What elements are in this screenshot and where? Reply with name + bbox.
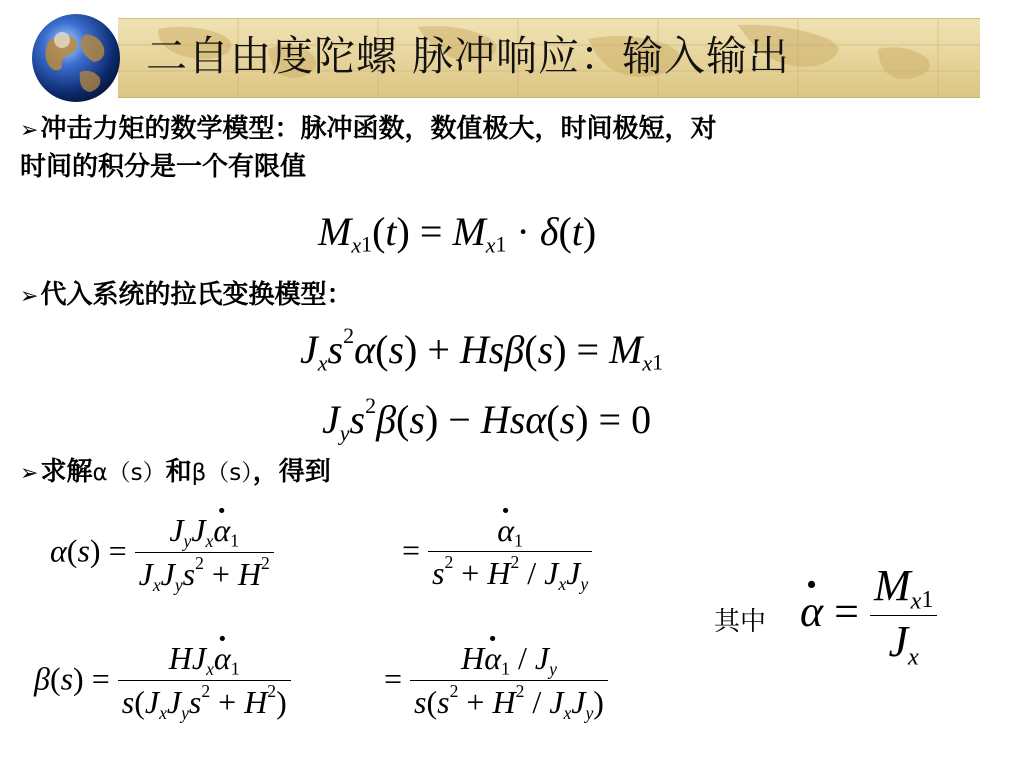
bullet-text-pre: 求解	[40, 457, 93, 487]
slide-title: 二自由度陀螺 脉冲响应：输入输出	[146, 32, 791, 80]
equation-alpha-solution: α(s) = $\frac{J_yJ_x\cdot \alpha 1}{J_xJ_ys^2 + H^2}$	[50, 512, 274, 596]
bullet-marker: ➢	[20, 461, 39, 486]
bullet-text: 代入系统的拉氏变换模型：	[40, 280, 353, 310]
fraction: $\frac{J_yJ_x\cdot \alpha 1}{J_xJ_ys^2 + H^2}$	[135, 512, 274, 596]
bullet-solve	[20, 455, 331, 491]
where-label: 其中	[714, 607, 767, 637]
beta-s-label: β（s）	[191, 460, 253, 486]
equation-laplace-1: $J_xs^2\alpha(s) + Hs\beta(s) = M_x1$	[300, 323, 664, 376]
bullet-laplace-model	[20, 278, 352, 314]
equation-beta-solution: β(s) = $\frac{HJ_x\cdot \alpha 1}{s(J_xJ_ys^2 + H^2)}$	[34, 640, 291, 724]
bullet-impulse-model-cont	[20, 150, 306, 184]
equation-laplace-2: $J_ys^2\beta(s) - Hs\alpha(s) = 0$	[322, 393, 652, 446]
bullet-impulse-model	[20, 112, 716, 148]
equation-alpha-dot-definition: · α = $\frac{M_x1}{J_x}$	[800, 560, 937, 672]
bullet-marker: ➢	[20, 118, 39, 143]
globe-icon	[30, 12, 122, 104]
bullet-text-mid: 和	[165, 457, 192, 487]
fraction: · $\frac{\alpha 1}{s^2 + H^2 / J_xJ_y}$	[428, 512, 592, 595]
bullet-text-post: ，得到	[252, 457, 331, 487]
fraction: $\frac{H\cdot \alpha 1 / J_y}{s(s^2 + H^2 / J_xJ_y)}$	[410, 640, 608, 724]
bullet-text: 时间的积分是一个有限值	[20, 152, 307, 182]
bullet-text: 冲击力矩的数学模型：脉冲函数，数值极大，时间极短，对	[40, 114, 717, 144]
equation-impulse: $M_x1(t) = M_x1 \cdot \delta(t)$	[318, 209, 597, 258]
fraction: $\frac{M_x1}{J_x}$	[870, 560, 937, 672]
bullet-marker: ➢	[20, 284, 39, 309]
fraction: $\frac{HJ_x\cdot \alpha 1}{s(J_xJ_ys^2 + H^2)}$	[118, 640, 291, 724]
alpha-s-label: α（s）	[92, 460, 166, 486]
equation-alpha-simplified: = · $\frac{\alpha 1}{s^2 + H^2 / J_xJ_y}$	[402, 512, 592, 595]
equation-beta-simplified: = $\frac{H\cdot \alpha 1 / J_y}{s(s^2 + H^2 / J_xJ_y)}$	[384, 640, 608, 724]
